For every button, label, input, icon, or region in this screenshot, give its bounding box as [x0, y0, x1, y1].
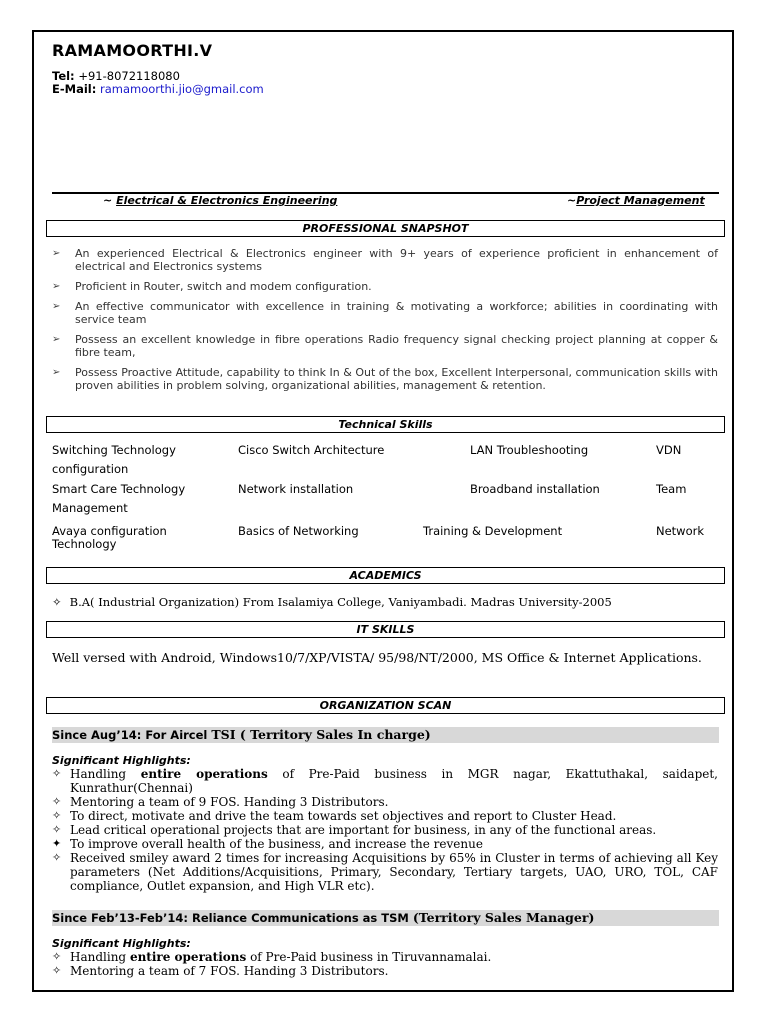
list-item — [52, 280, 718, 293]
phone-value: +91-8072118080 — [78, 69, 180, 83]
list-item — [52, 366, 718, 392]
discipline-ee: Electrical & Electronics Engineering — [116, 194, 338, 207]
list-item — [52, 809, 718, 823]
aircel-highlights-list — [52, 767, 718, 893]
skill-cell: Team — [656, 482, 687, 496]
list-item — [52, 950, 718, 964]
skill-cell: configuration — [52, 462, 129, 476]
email-line — [52, 82, 264, 96]
skill-cell: Management — [52, 501, 128, 515]
job-role: TSI ( Territory Sales In charge) — [211, 727, 431, 742]
diamond-bullet-icon: ✧ — [52, 595, 62, 609]
tilde-right: ~ — [567, 194, 577, 207]
reliance-highlights-list — [52, 950, 718, 978]
snapshot-text: An effective communicator with excellence in training & motivating a workforce; abilities in coordinating with service team — [75, 300, 718, 326]
list-item — [52, 964, 718, 978]
section-heading-snapshot: PROFESSIONAL SNAPSHOT — [46, 220, 725, 237]
highlight-bold: entire operations — [140, 767, 268, 781]
list-item — [52, 837, 718, 851]
skill-cell: Network installation — [238, 482, 354, 496]
skill-cell: Technology — [52, 537, 117, 551]
skill-cell: Switching Technology — [52, 443, 176, 457]
list-item — [52, 795, 718, 809]
section-heading-technical-skills: Technical Skills — [46, 416, 725, 433]
section-heading-academics: ACADEMICS — [46, 567, 725, 584]
snapshot-text: Proficient in Router, switch and modem configuration. — [75, 280, 372, 293]
highlight-text: Mentoring a team of 7 FOS. Handing 3 Distributors. — [70, 964, 389, 978]
diamond-bullet-icon: ✧ — [52, 851, 62, 864]
phone-line — [52, 69, 180, 83]
discipline-left — [103, 194, 337, 207]
diamond-bullet-icon: ✧ — [52, 950, 62, 963]
skill-cell: Network — [656, 524, 705, 538]
diamond-bullet-icon: ✧ — [52, 795, 62, 808]
job-title-reliance — [52, 910, 719, 926]
highlight-text: Received smiley award 2 times for increasing Acquisitions by 65% in Cluster in terms of achieving all Key parameters (Net Additions/Acquisitions, Primary, Secondary, Tertiary targets, UAO, URO, TOL, CAF compliance, Outlet expansion, and High VLR etc). — [70, 851, 718, 893]
highlight-text: Mentoring a team of 9 FOS. Handing 3 Distributors. — [70, 795, 389, 809]
skill-cell: Avaya configuration — [52, 524, 167, 538]
list-item — [52, 823, 718, 837]
email-label: E-Mail: — [52, 82, 97, 96]
job-title-prefix: Since Aug’14: For Aircel — [52, 728, 212, 742]
snapshot-text: Possess Proactive Attitude, capability to think In & Out of the box, Excellent Interpersonal, communication skills with proven abilities in problem solving, organizational abilities, management & retention. — [75, 366, 718, 392]
skill-cell: LAN Troubleshooting — [470, 443, 589, 457]
diamond-bullet-icon: ✧ — [52, 809, 62, 822]
highlights-label: Significant Highlights: — [52, 754, 191, 767]
highlight-text: Lead critical operational projects that are important for business, in any of the functional areas. — [70, 823, 657, 837]
list-item — [52, 767, 718, 795]
job-title-aircel — [52, 727, 719, 743]
it-skills-text: Well versed with Android, Windows10/7/XP/VISTA/ 95/98/NT/2000, MS Office & Internet Applications. — [52, 650, 702, 665]
skill-cell: Training & Development — [423, 524, 563, 538]
highlight-text: Handling — [70, 767, 141, 781]
email-link[interactable]: ramamoorthi.jio@gmail.com — [99, 82, 264, 96]
arrow-bullet-icon: ➢ — [52, 248, 61, 259]
diamond-bullet-icon: ✧ — [52, 767, 62, 780]
arrow-bullet-icon: ➢ — [52, 367, 61, 378]
list-item — [52, 247, 718, 273]
snapshot-text: Possess an excellent knowledge in fibre operations Radio frequency signal checking project planning at copper & fibre team, — [75, 333, 718, 359]
section-heading-it-skills: IT SKILLS — [46, 621, 725, 638]
skill-cell: Basics of Networking — [238, 524, 359, 538]
academics-text: B.A( Industrial Organization) From Isalamiya College, Vaniyambadi. Madras University-2005 — [69, 595, 612, 609]
skill-cell: Broadband installation — [470, 482, 600, 496]
snapshot-list — [52, 247, 718, 399]
highlight-bold: entire operations — [129, 950, 247, 964]
highlight-text: of Pre-Paid business in MGR nagar, Ekattuthakal, saidapet, Kunrathur(Chennai) — [70, 767, 718, 795]
skill-cell: Cisco Switch Architecture — [238, 443, 385, 457]
job-role: (Territory Sales Manager) — [412, 910, 595, 925]
arrow-bullet-icon: ➢ — [52, 301, 61, 312]
phone-label: Tel: — [52, 69, 75, 83]
candidate-name: RAMAMOORTHI.V — [52, 41, 213, 60]
section-heading-organization-scan: ORGANIZATION SCAN — [46, 697, 725, 714]
discipline-right — [567, 194, 705, 207]
list-item — [52, 333, 718, 359]
diamond-bullet-icon: ✧ — [52, 823, 62, 836]
snapshot-text: An experienced Electrical & Electronics engineer with 9+ years of experience proficient in enhancement of electrical and Electronics systems — [75, 247, 718, 273]
highlight-text: of Pre-Paid business in Tiruvannamalai. — [246, 950, 492, 964]
list-item — [52, 851, 718, 893]
skill-cell: VDN — [656, 443, 682, 457]
skill-cell: Smart Care Technology — [52, 482, 186, 496]
academics-item — [52, 595, 612, 609]
list-item — [52, 300, 718, 326]
highlight-text: Handling — [70, 950, 130, 964]
cross-bullet-icon: ✦ — [52, 837, 62, 850]
arrow-bullet-icon: ➢ — [52, 281, 61, 292]
diamond-bullet-icon: ✧ — [52, 964, 62, 977]
highlight-text: To direct, motivate and drive the team towards set objectives and report to Cluster Head. — [70, 809, 617, 823]
tilde-left: ~ — [103, 194, 113, 207]
job-title-prefix: Since Feb’13-Feb’14: Reliance Communications as TSM — [52, 911, 413, 925]
discipline-pm: Project Management — [576, 194, 705, 207]
highlights-label: Significant Highlights: — [52, 937, 191, 950]
arrow-bullet-icon: ➢ — [52, 334, 61, 345]
highlight-text: To improve overall health of the business, and increase the revenue — [70, 837, 483, 851]
